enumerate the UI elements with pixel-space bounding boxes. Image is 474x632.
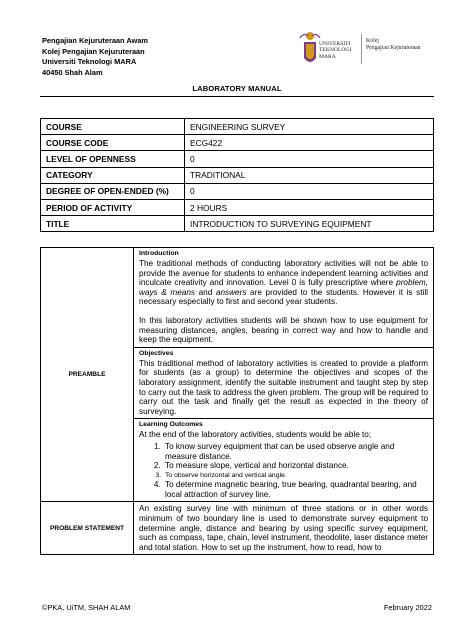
table-row: [41, 167, 434, 183]
info-value: ENGINEERING SURVEY: [185, 119, 434, 135]
introduction-section: [134, 248, 434, 348]
table-row: [41, 216, 434, 232]
info-key: DEGREE OF OPEN-ENDED (%): [41, 183, 185, 199]
table-row: [41, 135, 434, 151]
address-line: Pengajian Kejuruteraan Awam: [42, 36, 148, 45]
info-value: 2 HOURS: [185, 199, 434, 215]
table-row: [41, 248, 434, 348]
learning-outcomes-list: [139, 442, 428, 500]
problem-statement-label: PROBLEM STATEMENT: [41, 502, 134, 555]
table-row: [41, 502, 434, 555]
address-line: Universiti Teknologi MARA: [42, 57, 137, 66]
footer-copyright: ©PKA, UiTM, SHAH ALAM: [42, 603, 131, 612]
list-item: 1. To know survey equipment that can be used observe angle and measure distance.: [163, 442, 428, 461]
title-rule: [40, 96, 434, 97]
info-value: 0: [185, 151, 434, 167]
table-row: [41, 199, 434, 215]
info-key: PERIOD OF ACTIVITY: [41, 199, 185, 215]
logo-line: TEKNOLOGI: [319, 47, 352, 54]
department-address: [42, 36, 148, 78]
info-key: TITLE: [41, 216, 185, 232]
list-item: 2. To measure slope, vertical and horizontal distance.: [163, 461, 428, 471]
objectives-section: [134, 347, 434, 419]
table-row: [41, 151, 434, 167]
section-heading: Learning Outcomes: [139, 421, 203, 429]
table-row: [41, 183, 434, 199]
activity-table: [40, 247, 434, 555]
footer-date: February 2022: [383, 603, 432, 612]
problem-statement-paragraph: An existing survey line with minimum of three stations or in other words minimum of two boundary line is used to demonstrate survey equipment to determine angle, distance and bearing by using specific survey equipment, such as compass, tape, chain, level instrument, theodolite, laser distance meter and total station. How to set up the instrument, how to read, how to: [139, 504, 428, 552]
logo-line: Pengajian Kejuruteraan: [366, 45, 421, 52]
address-line: Kolej Pengajian Kejuruteraan: [42, 46, 145, 56]
logo-line: MARA: [319, 53, 336, 60]
info-value: ECG422: [185, 135, 434, 151]
info-key: COURSE: [41, 119, 185, 135]
college-logo-text: [366, 38, 421, 53]
info-key: CATEGORY: [41, 167, 185, 183]
section-heading: Introduction: [139, 250, 179, 257]
section-heading: Objectives: [139, 349, 174, 357]
info-value: INTRODUCTION TO SURVEYING EQUIPMENT: [185, 216, 434, 232]
logo-divider: [361, 34, 362, 64]
problem-statement-section: [134, 502, 434, 555]
info-key: COURSE CODE: [41, 135, 185, 151]
objectives-paragraph: This traditional method of laboratory activities is created to provide a platform for students (as a group) to determine the objectives and scopes of the laboratory assignment, identify the suitable instrument and taught step by step to carry out the task to address the given problem. The group will be required to carry out the task and finally get the result as expected in the theory of surveying.: [139, 358, 428, 416]
info-value: TRADITIONAL: [185, 167, 434, 183]
logo-line: Kolej: [366, 38, 379, 44]
learning-outcomes-section: [134, 419, 434, 502]
university-logo-text: [319, 41, 351, 60]
document-title: LABORATORY MANUAL: [192, 84, 282, 93]
course-info-table: [40, 118, 434, 232]
introduction-paragraph: The traditional methods of conducting laboratory activities will not be able to provide the avenue for students to enhance independent learning activities and inculcate creativity and innovation. Level 0 is fully prescriptive where problem, ways & means and answers are provided to the students. However it is still necessary especially to first and second year students.: [139, 259, 428, 307]
list-item: 4. To determine magnetic bearing, true bearing, quadrantal bearing, and local attraction of survey line.: [163, 480, 428, 499]
learning-outcomes-intro: At the end of the laboratory activities, students would be able to;: [139, 430, 372, 440]
introduction-paragraph: In this laboratory activities students will be shown how to use equipment for measuring distances, angles, bearing in correct way and how to handle and keep the equipment.: [139, 315, 428, 345]
logo-line: UNIVERSITI: [319, 41, 351, 47]
address-line: 40450 Shah Alam: [42, 67, 103, 77]
preamble-label: PREAMBLE: [41, 248, 134, 502]
table-row: [41, 119, 434, 135]
info-key: LEVEL OF OPENNESS: [41, 151, 185, 167]
list-item: 3. To observe horizontal and vertical angle.: [163, 471, 428, 481]
info-value: 0: [185, 183, 434, 199]
